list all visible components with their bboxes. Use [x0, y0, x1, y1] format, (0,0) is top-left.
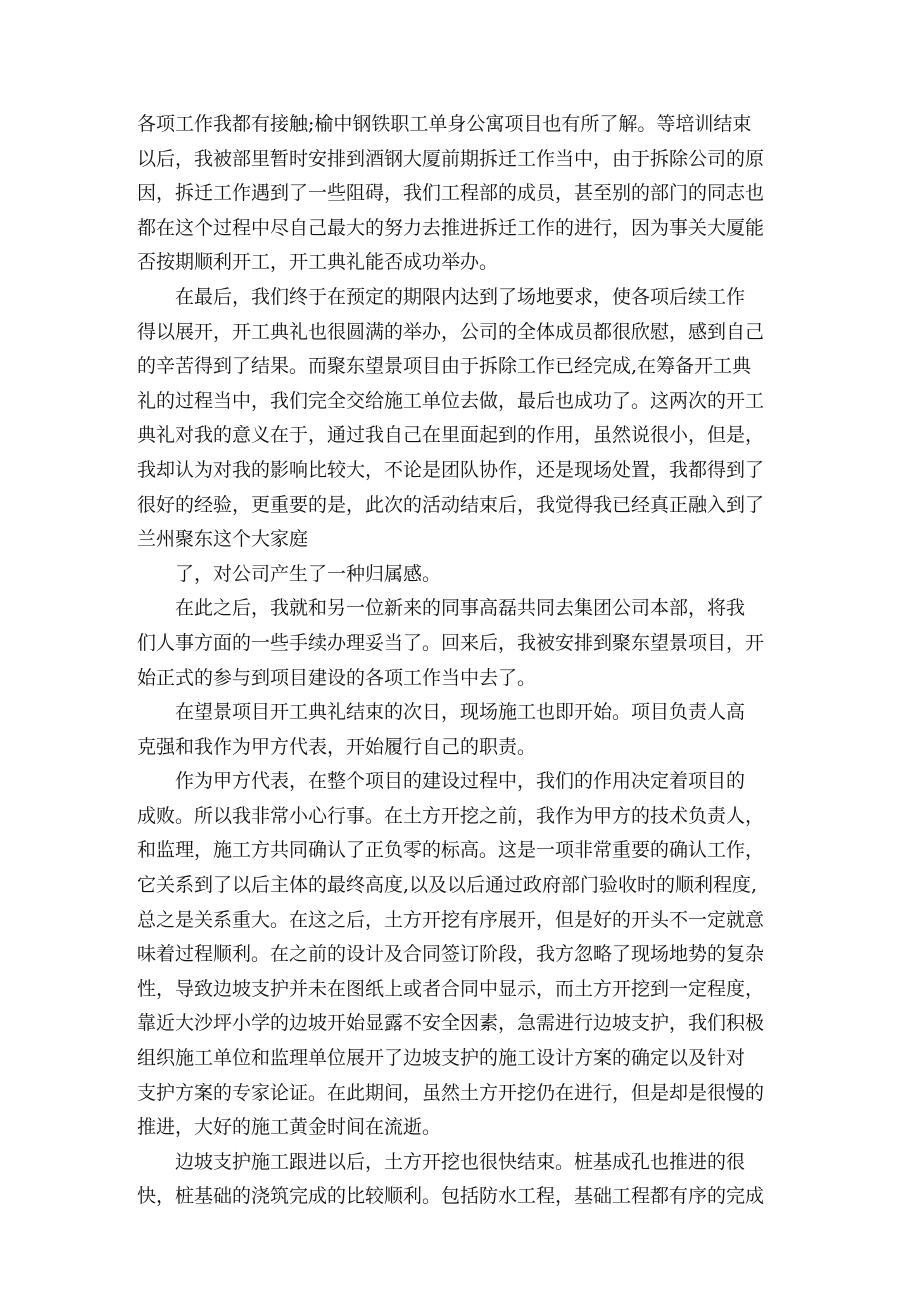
- text-line: 边坡支护施工跟进以后，土方开挖也很快结束。桩基成孔也推进的很: [137, 1150, 746, 1173]
- text-line: 们人事方面的一些手续办理妥当了。回来后，我被安排到聚东望景项目，开: [137, 631, 765, 654]
- text-line: 兰州聚东这个大家庭: [137, 528, 309, 551]
- text-line: 性，导致边坡支护并未在图纸上或者合同中显示，而土方开挖到一定程度，: [137, 977, 765, 1000]
- text-line: 组织施工单位和监理单位展开了边坡支护的施工设计方案的确定以及针对: [137, 1047, 746, 1070]
- text-line: 的辛苦得到了结果。而聚东望景项目由于拆除工作已经完成,在筹备开工典: [137, 355, 752, 378]
- text-line: 推进，大好的施工黄金时间在流逝。: [137, 1116, 442, 1139]
- text-line: 否按期顺利开工，开工典礼能否成功举办。: [137, 251, 499, 274]
- text-line: 始正式的参与到项目建设的各项工作当中去了。: [137, 666, 537, 689]
- text-line: 支护方案的专家论证。在此期间，虽然土方开挖仍在进行，但是却是很慢的: [137, 1081, 765, 1104]
- text-line: 礼的过程当中，我们完全交给施工单位去做，最后也成功了。这两次的开工: [137, 389, 765, 412]
- text-line: 得以展开，开工典礼也很圆满的举办，公司的全体成员都很欣慰，感到自己: [137, 320, 765, 343]
- text-line: 克强和我作为甲方代表，开始履行自己的职责。: [137, 735, 537, 758]
- text-line: 作为甲方代表，在整个项目的建设过程中，我们的作用决定着项目的: [137, 770, 746, 793]
- text-line: 在此之后，我就和另一位新来的同事高磊共同去集团公司本部，将我: [137, 597, 746, 620]
- text-line: 成败。所以我非常小心行事。在土方开挖之前，我作为甲方的技术负责人，: [137, 804, 765, 827]
- text-line: 以后，我被部里暂时安排到酒钢大厦前期拆迁工作当中，由于拆除公司的原: [137, 147, 765, 170]
- text-line: 了，对公司产生了一种归属感。: [137, 562, 442, 585]
- body-text: [137, 107, 797, 1214]
- text-line: 典礼对我的意义在于，通过我自己在里面起到的作用，虽然说很小，但是，: [137, 424, 765, 447]
- text-line: 在最后，我们终于在预定的期限内达到了场地要求，使各项后续工作: [137, 285, 746, 308]
- text-line: 快，桩基础的浇筑完成的比较顺利。包括防水工程，基础工程都有序的完成: [137, 1185, 765, 1208]
- text-line: 因，拆迁工作遇到了一些阻碍，我们工程部的成员，甚至别的部门的同志也: [137, 182, 765, 205]
- text-line: 靠近大沙坪小学的边坡开始显露不安全因素，急需进行边坡支护，我们积极: [137, 1012, 765, 1035]
- text-line: 各项工作我都有接触;榆中钢铁职工单身公寓项目也有所了解。等培训结束: [137, 113, 752, 135]
- text-line: 总之是关系重大。在这之后，土方开挖有序展开，但是好的开头不一定就意: [137, 908, 765, 931]
- text-line: 和监理，施工方共同确认了正负零的标高。这是一项非常重要的确认工作，: [137, 839, 765, 862]
- text-line: 味着过程顺利。在之前的设计及合同签订阶段，我方忽略了现场地势的复杂: [137, 943, 765, 966]
- text-line: 它关系到了以后主体的最终高度,以及以后通过政府部门验收时的顺利程度,: [137, 874, 758, 897]
- text-line: 在望景项目开工典礼结束的次日，现场施工也即开始。项目负责人高: [137, 701, 746, 724]
- text-line: 都在这个过程中尽自己最大的努力去推进拆迁工作的进行，因为事关大厦能: [137, 216, 765, 239]
- text-line: 很好的经验，更重要的是，此次的活动结束后，我觉得我已经真正融入到了: [137, 493, 765, 516]
- text-line: 我却认为对我的影响比较大，不论是团队协作，还是现场处置，我都得到了: [137, 458, 765, 481]
